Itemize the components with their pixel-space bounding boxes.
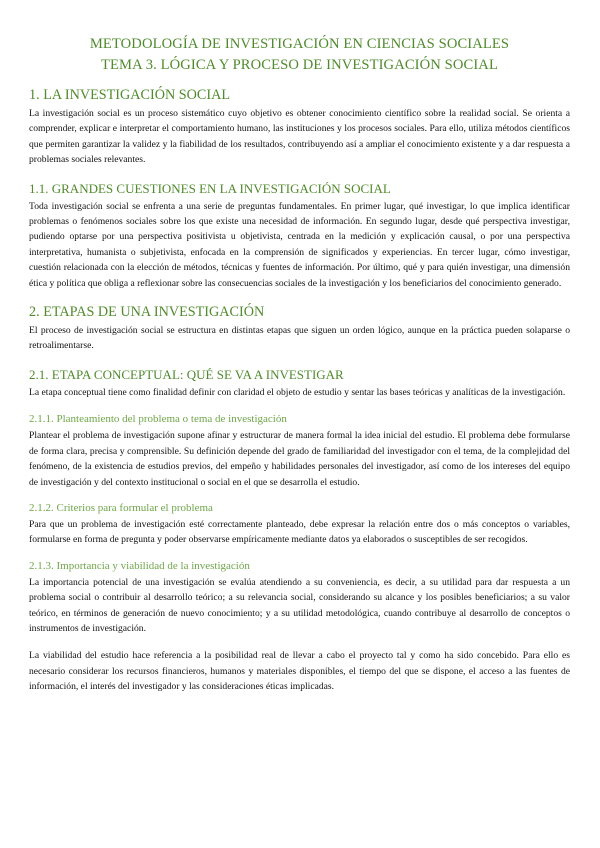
section-2-1-3-heading: 2.1.3. Importancia y viabilidad de la investigación (29, 559, 250, 572)
section-2-1-heading: 2.1. ETAPA CONCEPTUAL: QUÉ SE VA A INVESTIGAR (29, 366, 344, 382)
section-2-text: El proceso de investigación social se estructura en distintas etapas que siguen un orden lógico, aunque en la práctica pueden solaparse o retroalimentarse. (29, 325, 570, 352)
section-1-heading: 1. LA INVESTIGACIÓN SOCIAL (29, 87, 230, 103)
section-2-1-3-text: La importancia potencial de una investigación se evalúa atendiendo a su conveniencia, es decir, a su utilidad para dar respuesta a un problema social o contribuir al desarrollo teórico; a su relevancia social, considerando su alcance y los posibles beneficiarios; a su valor teórico, en términos de generación de nuevo conocimiento; y a su utilidad metodológica, cuando contribuye al desarrollo de conceptos o instrumentos de investigación. (29, 576, 570, 634)
section-1-1-text: Toda investigación social se enfrenta a una serie de preguntas fundamentales. En primer lugar, qué investigar, lo que implica identificar problemas o fenómenos sociales sobre los que existe una necesidad de información. En segundo lugar, desde qué perspectiva investigar, pudiendo optarse por una perspectiva positivista u objetivista, centrada en la medición y explicación causal, o por una perspectiva interpretativa, humanista o subjetivista, enfocada en la comprensión de significados y experiencias. En tercer lugar, cómo investigar, cuestión relacionada con la elección de métodos, técnicas y fuentes de información. Por último, qué y para quién investigar, una dimensión ética y política que obliga a reflexionar sobre las consecuencias sociales de la investigación y los beneficiarios del conocimiento generado. (29, 200, 570, 289)
section-2-1-2-text: Para que un problema de investigación esté correctamente planteado, debe expresar la relación entre dos o más conceptos o variables, formularse en forma de pregunta y poder observarse empíricamente mediante datos ya elaborados o susceptibles de ser recogidos. (29, 518, 570, 546)
section-1-text: La investigación social es un proceso sistemático cuyo objetivo es obtener conocimiento científico sobre la realidad social. Se orienta a comprender, explicar e interpretar el comportamiento humano, las instituciones y los procesos sociales. Para ello, utiliza métodos científicos que permiten garantizar la validez y la fiabilidad de los resultados, contribuyendo así a ampliar el conocimiento existente y a dar respuesta a problemas sociales relevantes. (29, 108, 570, 166)
section-1-1-heading: 1.1. GRANDES CUESTIONES EN LA INVESTIGACIÓN SOCIAL (29, 180, 391, 196)
section-2-1-3-text-2: La viabilidad del estudio hace referencia a la posibilidad real de llevar a cabo el proyecto tal y como ha sido concebido. Para ello es necesario considerar los recursos financieros, humanos y materiales disponibles, el tiempo del que se dispone, el acceso a las fuentes de información, el interés del investigador y las consideraciones éticas implicadas. (29, 650, 570, 693)
title-line-2: TEMA 3. LÓGICA Y PROCESO DE INVESTIGACIÓN SOCIAL (101, 57, 498, 73)
section-2-1-text: La etapa conceptual tiene como finalidad definir con claridad el objeto de estudio y sentar las bases teóricas y analíticas de la investigación. (29, 386, 566, 398)
document-title (29, 34, 570, 76)
section-2-1-2-heading: 2.1.2. Criterios para formular el problema (29, 501, 213, 514)
section-2-1-1-text: Plantear el problema de investigación supone afinar y estructurar de manera formal la idea inicial del estudio. El problema debe formularse de forma clara, precisa y comprensible. Su definición depende del grado de familiaridad del investigador con el tema, de la complejidad del fenómeno, de la existencia de estudios previos, del empeño y habilidades personales del investigador, así como de los intereses del equipo de investigación y del contexto institucional o social en el que se desarrolla el estudio. (29, 430, 570, 488)
title-line-1: METODOLOGÍA DE INVESTIGACIÓN EN CIENCIAS SOCIALES (89, 36, 510, 52)
section-2-heading: 2. ETAPAS DE UNA INVESTIGACIÓN (29, 304, 265, 321)
section-2-1-1-heading: 2.1.1. Planteamiento del problema o tema de investigación (29, 413, 287, 426)
